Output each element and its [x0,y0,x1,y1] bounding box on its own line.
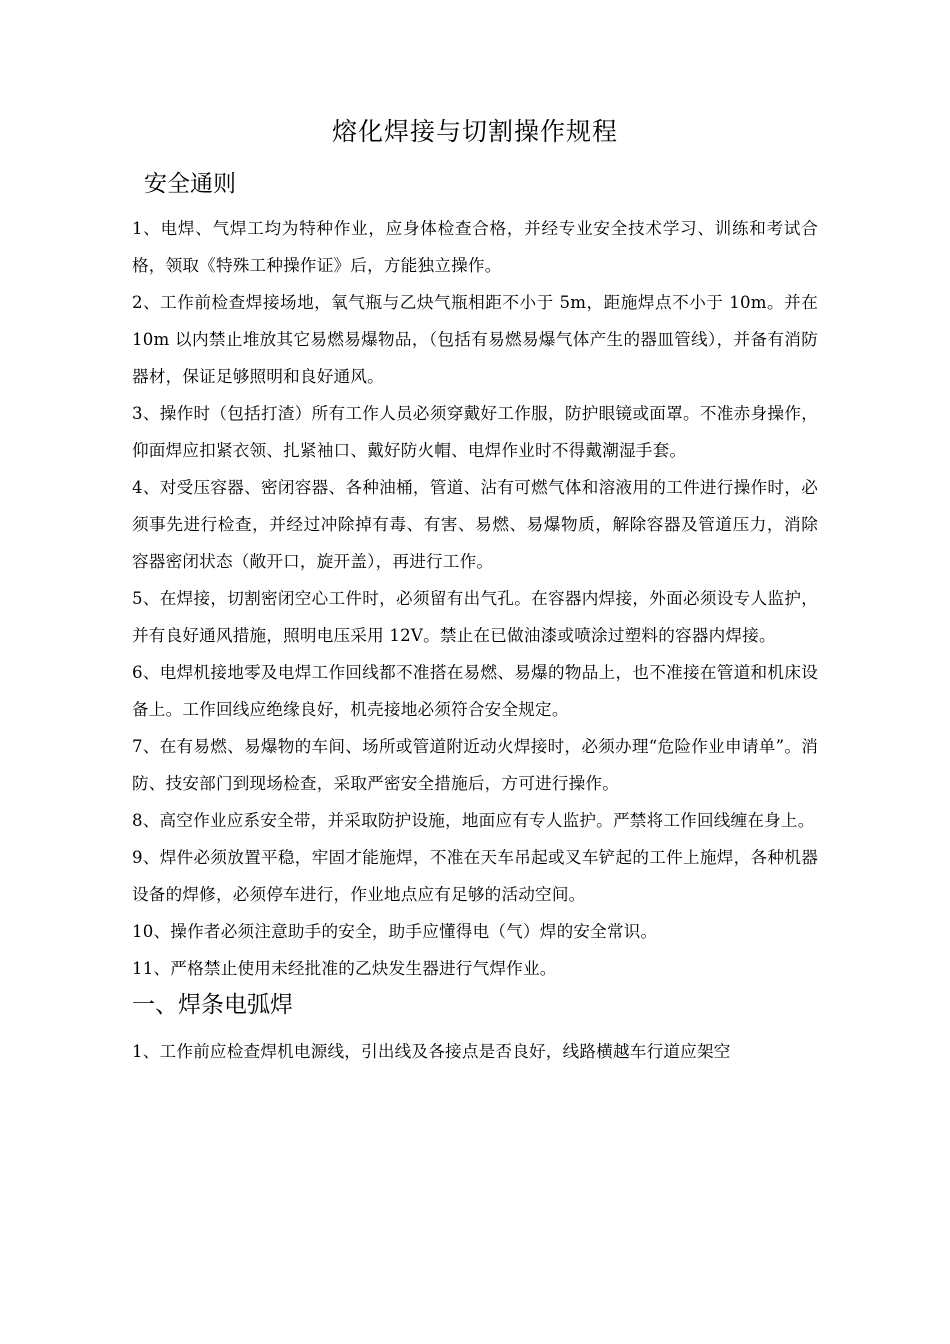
rule-paragraph: 9、焊件必须放置平稳，牢固才能施焊，不准在天车吊起或叉车铲起的工件上施焊，各种机器设备的焊修，必须停车进行，作业地点应有足够的活动空间。 [132,848,818,904]
rule-paragraph: 3、操作时（包括打渣）所有工作人员必须穿戴好工作服，防护眼镜或面罩。不准赤身操作，仰面焊应扣紧衣领、扎紧袖口、戴好防火帽、电焊作业时不得戴潮湿手套。 [132,404,818,460]
section-heading-arc-welding: 一、焊条电弧焊 [132,992,293,1018]
rule-paragraph: 2、工作前检查焊接场地，氧气瓶与乙炔气瓶相距不小于 5m，距施焊点不小于 10m。并在 10m 以内禁止堆放其它易燃易爆物品，（包括有易燃易爆气体产生的器皿管线），并备有消防器材，保证足够照明和良好通风。 [132,293,818,386]
rule-paragraph: 8、高空作业应系安全带，并采取防护设施，地面应有专人监护。严禁将工作回线缠在身上。 [132,811,815,830]
general-rules-heading: 安全通则 [144,171,236,197]
rule-paragraph: 1、电焊、气焊工均为特种作业，应身体检查合格，并经专业安全技术学习、训练和考试合格，领取《特殊工种操作证》后，方能独立操作。 [132,219,818,275]
rule-paragraph: 7、在有易燃、易爆物的车间、场所或管道附近动火焊接时，必须办理“危险作业申请单”。消防、技安部门到现场检查，采取严密安全措施后，方可进行操作。 [132,737,818,793]
general-rules-list [132,210,818,987]
rule-paragraph: 10、操作者必须注意助手的安全，助手应懂得电（气）焊的安全常识。 [132,922,658,941]
rule-paragraph: 1、工作前应检查焊机电源线，引出线及各接点是否良好，线路横越车行道应架空 [132,1042,731,1061]
document-title: 熔化焊接与切割操作规程 [331,117,618,146]
rule-paragraph: 6、电焊机接地零及电焊工作回线都不准搭在易燃、易爆的物品上，也不准接在管道和机床设备上。工作回线应绝缘良好，机壳接地必须符合安全规定。 [132,663,818,719]
rule-paragraph: 5、在焊接，切割密闭空心工件时，必须留有出气孔。在容器内焊接，外面必须设专人监护，并有良好通风措施，照明电压采用 12V。禁止在已做油漆或喷涂过塑料的容器内焊接。 [132,589,818,645]
rule-paragraph: 4、对受压容器、密闭容器、各种油桶，管道、沾有可燃气体和溶液用的工件进行操作时，必须事先进行检查，并经过冲除掉有毒、有害、易燃、易爆物质，解除容器及管道压力，消除容器密闭状态（敞开口，旋开盖），再进行工作。 [132,478,818,571]
arc-welding-rules-list [132,1033,818,1070]
rule-paragraph: 11、严格禁止使用未经批准的乙炔发生器进行气焊作业。 [132,959,557,978]
